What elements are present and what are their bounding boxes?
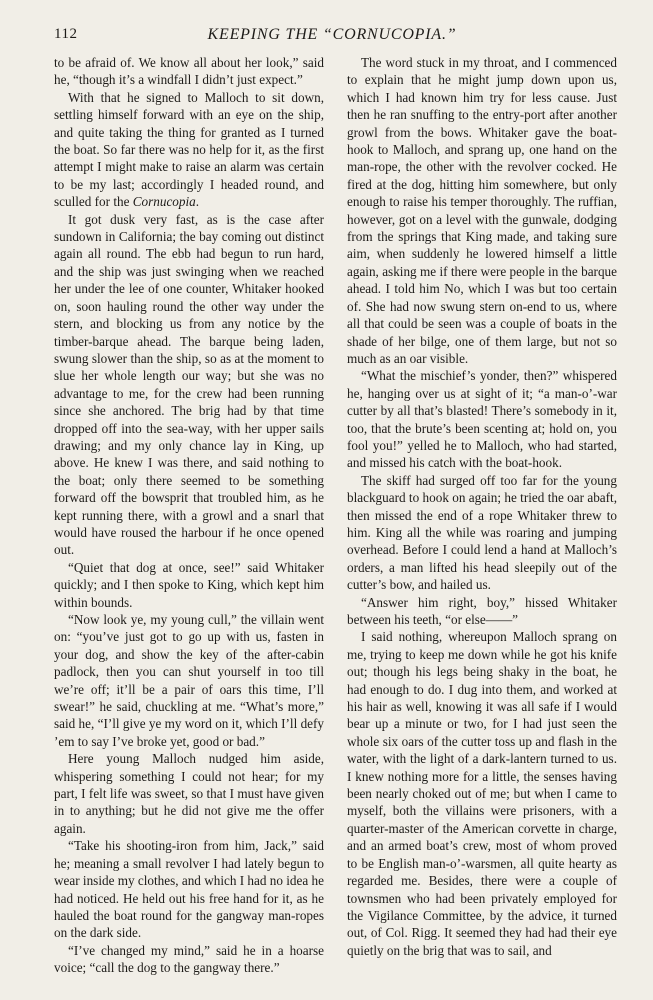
paragraph: “I’ve changed my mind,” said he in a hoarse voice; “call the dog to the gangway there.” <box>54 942 324 976</box>
paragraph: The skiff had surged off too far for the young blackguard to hook on again; he tried the oar abaft, then missed the end of a rope Whitaker threw to him. King all the while was roaring and jumping overhead. Before I could lend a hand at Malloch’s orders, a man lifted his head sleepily out of the cutter’s bow, and hailed us. <box>347 472 617 593</box>
paragraph-text: . <box>195 194 200 210</box>
paragraph: It got dusk very fast, as is the case after sundown in California; the bay coming out distinct again all round. The ebb had begun to run hard, and the ship was just swinging when we reached her under the lee of one counter, Whitaker hooked on, soon hauling round the other way under the stern, and blocking us from any notice by the timber-barque ahead. The barque being laden, swung slower than the ship, so as at the moment to slue her whole length our way; but she was no advantage to me, for the crew had been running since she anchored. The brig had by that time dropped off into the sea-way, with her upper sails drawing; and my only chance lay in King, up above. He knew I was there, and said nothing to the boat; only there seemed to be something forward off the bowsprit that troubled him, as he kept running there, with a growl and a snarl that would have roused the harbour if he once opened out. <box>54 211 324 558</box>
paragraph: “Take his shooting-iron from him, Jack,” said he; meaning a small revolver I had lately begun to wear inside my clothes, and which I had no idea he had noticed. He held out his free hand for it, as he hauled the boat round for the gangway man-ropes on the dark side. <box>54 838 324 941</box>
page-number: 112 <box>54 26 78 42</box>
paragraph: Here young Malloch nudged him aside, whispering something I could not hear; for my part, I felt life was sweet, so that I must have given in to anything; but he did not give me the offer again. <box>54 751 324 836</box>
paragraph: I said nothing, whereupon Malloch sprang on me, trying to keep me down while he got his knife out; though his legs being shaky in the boat, he had enough to do. I dug into them, and worked at his hair as well, knowing it was all safe if I would bear up a minute or two, for I had just seen the whole six oars of the cutter toss up and flash in the water, with the light of a dark-lantern turned to us. I knew nothing more for a little, the senses having been nearly choked out of me; but when I came to myself, both the villains were prisoners, with a quarter-master of the American corvette in charge, and an armed boat’s crew, most of whom proved to be English man-o’-warsmen, all quite hearty as regarded me. Besides, there were a couple of townsmen who had been privately employed for the Vigilance Committee, by the advice, it turned out, of Col. Rigg. It seemed they had had their eye quietly on the brig that was to sail, and <box>347 629 617 958</box>
paragraph <box>54 89 324 211</box>
paragraph: “Quiet that dog at once, see!” said Whitaker quickly; and I then spoke to King, which kept him within bounds. <box>54 559 324 610</box>
paragraph: “Answer him right, boy,” hissed Whitaker between his teeth, “or else——” <box>347 594 617 627</box>
paragraph: to be afraid of. We know all about her look,” said he, “though it’s a windfall I didn’t just expect.” <box>54 55 324 88</box>
left-column <box>54 54 324 977</box>
paragraph: “Now look ye, my young cull,” the villain went on: “you’ve just got to go up with us, fasten in your dog, and show the key of the after-cabin padlock, then you can shut yourself in too till we’re off; it’ll be a pair of oars this time, I’ll swear!” he said, chuckling at me. “What’s more,” said he, “I’ll give ye my word on it, which I’ll defy ’em to say I’ve broke yet, good or bad.” <box>54 612 324 749</box>
ship-name: Cornucopia <box>132 194 196 210</box>
running-title: KEEPING THE “CORNUCOPIA.” <box>207 26 457 43</box>
page-header <box>54 26 610 50</box>
right-column <box>347 54 617 959</box>
paragraph: The word stuck in my throat, and I commenced to explain that he might jump down upon us, which I had known him try for less cause. Just then he ran snuffing to the entry-port after another growl from the bows. Whitaker gave the boat-hook to Malloch, and sprang up, one hand on the man-rope, the other with the revolver cocked. He fired at the dog, hitting him somewhere, but only enough to raise his temper thoroughly. The ruffian, however, got on a level with the gunwale, dodging from the springs that King made, and taking sure aim, when suddenly he lowered himself a little again, asking me if there were people in the barque ahead. I told him No, which I was but too certain of. She had now swung stern on-end to us, where all that could be seen was a couple of boats in the shade of her bilge, one of them large, but not so much as an oar visible. <box>347 55 617 366</box>
paragraph-text: With that he signed to Malloch to sit down, settling himself forward with an eye on the ship, and quite taking the thing for granted as I turned the boat. So far there was no help for it, as the first attempt I might make to raise an alarm was certain to be my last; accordingly I headed round, and sculled for the <box>54 89 324 210</box>
paragraph: “What the mischief’s yonder, then?” whispered he, hanging over us at sight of it; “a man-o’-war cutter by all that’s blasted! There’s somebody in it, too, that the brute’s been scenting at; hold on, you fool you!” yelled he to Malloch, who had started, and missed his catch with the boat-hook. <box>347 368 617 471</box>
